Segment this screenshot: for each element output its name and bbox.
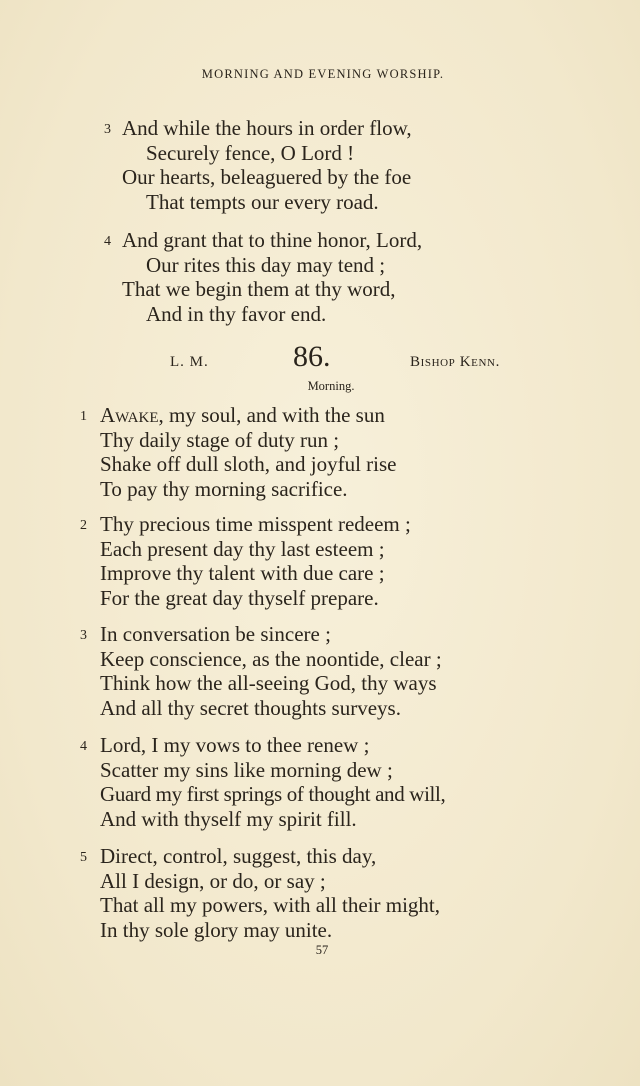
stanza-number: 4 [80, 739, 87, 754]
verse-line: Shake off dull sloth, and joyful rise [100, 452, 397, 476]
verse-line: That tempts our every road. [146, 189, 379, 214]
verse-line [100, 403, 397, 428]
stanza-number: 2 [80, 518, 87, 533]
verse-line: And while the hours in order flow, [122, 116, 412, 140]
stanza [100, 844, 440, 942]
stanza-number: 3 [80, 628, 87, 643]
verse-line: Thy precious time misspent redeem ; [100, 512, 411, 536]
stanza [100, 622, 442, 720]
verse-line: In thy sole glory may unite. [100, 917, 333, 942]
verse-line: To pay thy morning sacrifice. [100, 476, 348, 501]
stanza [122, 228, 422, 326]
verse-line: Our hearts, beleaguered by the foe [122, 165, 412, 189]
verse-line: Scatter my sins like morning dew ; [100, 757, 393, 782]
stanza [100, 403, 397, 501]
hymn-header [0, 340, 640, 380]
verse-line: And grant that to thine honor, Lord, [122, 228, 423, 252]
verse-line: Direct, control, suggest, this day, [100, 844, 377, 868]
verse-line: Thy daily stage of duty run ; [100, 427, 340, 452]
first-word: Awake, [100, 403, 164, 427]
verse-line: Lord, I my vows to thee renew ; [100, 733, 370, 757]
verse-line: Keep conscience, as the noontide, clear ; [100, 646, 442, 671]
hymn-title: Morning. [307, 379, 355, 393]
running-head: MORNING AND EVENING WORSHIP. [201, 67, 445, 81]
verse-line: In conversation be sincere ; [100, 622, 331, 646]
hymn-number: 86. [293, 340, 331, 373]
verse-line: That all my powers, with all their might, [100, 893, 441, 917]
stanza-number: 1 [80, 409, 87, 424]
verse-line: Improve thy talent with due care ; [100, 561, 385, 585]
verse-line: Think how the all-seeing God, thy ways [100, 671, 437, 695]
verse-line: For the great day thyself prepare. [100, 585, 379, 610]
verse-line: All I design, or do, or say ; [100, 868, 326, 893]
verse-line-rest: my soul, and with the sun [163, 403, 385, 427]
verse-line: And with thyself my spirit fill. [100, 806, 357, 831]
verse-line: And all thy secret thoughts surveys. [100, 695, 401, 720]
stanza-number: 4 [104, 234, 111, 249]
verse-line: That we begin them at thy word, [122, 277, 396, 301]
hymn-meter: L. M. [170, 354, 209, 370]
verse-line: And in thy favor end. [146, 301, 327, 326]
stanza-number: 3 [104, 122, 111, 137]
hymn-author: Bishop Kenn. [410, 354, 500, 370]
verse-line: Our rites this day may tend ; [146, 252, 386, 277]
page-number: 57 [315, 943, 329, 957]
stanza-number: 5 [80, 850, 87, 865]
verse-line: Guard my first springs of thought and will, [100, 782, 446, 806]
stanza [100, 733, 445, 831]
verse-line: Securely fence, O Lord ! [146, 140, 355, 165]
stanza [122, 116, 412, 214]
verse-line: Each present day thy last esteem ; [100, 536, 385, 561]
stanza [100, 512, 411, 610]
